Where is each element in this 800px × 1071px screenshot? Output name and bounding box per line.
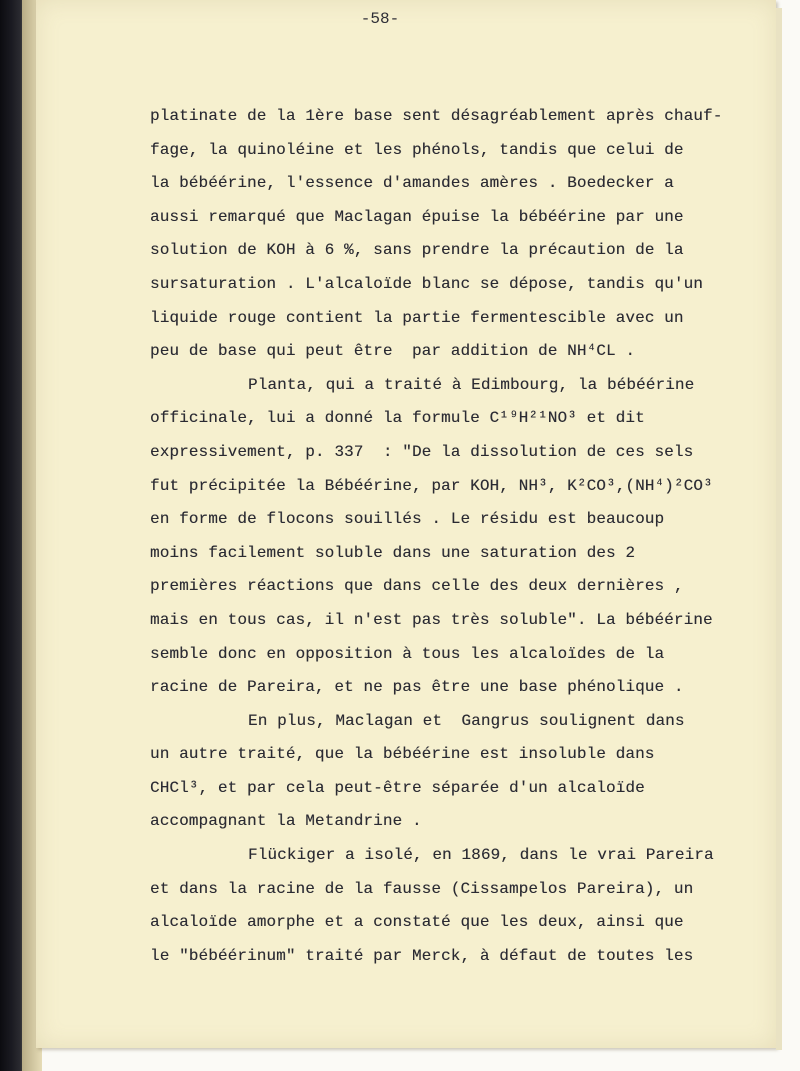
text-line: un autre traité, que la bébéérine est insoluble dans — [150, 745, 655, 764]
text-line: Planta, qui a traité à Edimbourg, la bébéérine — [248, 375, 695, 394]
text-line: le "bébéérinum" traité par Merck, à défaut de toutes les — [150, 946, 694, 965]
text-line: liquide rouge contient la partie fermentescible avec un — [150, 308, 684, 327]
text-line: Flückiger a isolé, en 1869, dans le vrai Pareira — [248, 846, 714, 865]
text-line: alcaloïde amorphe et a constaté que les deux, ainsi que — [150, 913, 684, 932]
text-line: peu de base qui peut être par addition de NH⁴CL . — [150, 342, 636, 361]
text-line: CHCl³, et par cela peut-être séparée d'un alcaloïde — [150, 778, 645, 797]
text-line: platinate de la 1ère base sent désagréablement après chauf- — [150, 107, 723, 125]
text-line: et dans la racine de la fausse (Cissampelos Pareira), un — [150, 879, 694, 898]
book-binding — [0, 0, 22, 1071]
text-line: racine de Pareira, et ne pas être une base phénolique . — [150, 678, 684, 697]
text-line: sursaturation . L'alcaloïde blanc se dépose, tandis qu'un — [150, 274, 703, 293]
text-line: expressivement, p. 337 : "De la dissolution de ces sels — [150, 442, 694, 461]
text-line: En plus, Maclagan et Gangrus soulignent dans — [248, 711, 685, 730]
sheet-right-edge — [776, 8, 782, 1050]
text-line: premières réactions que dans celle des deux dernières , — [150, 577, 684, 596]
text-line: officinale, lui a donné la formule C¹⁹H²¹NO³ et dit — [150, 409, 645, 428]
typewritten-text — [150, 100, 750, 973]
text-line: fut précipitée la Bébéérine, par KOH, NH³, K²CO³,(NH⁴)²CO³ — [150, 476, 713, 495]
page-number: -58- — [360, 10, 400, 28]
text-line: moins facilement soluble dans une saturation des 2 — [150, 543, 636, 562]
text-line: semble donc en opposition à tous les alcaloïdes de la — [150, 644, 665, 663]
text-line: la bébéérine, l'essence d'amandes amères . Boedecker a — [150, 174, 674, 193]
text-line: en forme de flocons souillés . Le résidu est beaucoup — [150, 510, 665, 529]
text-line: fage, la quinoléine et les phénols, tandis que celui de — [150, 140, 684, 159]
text-line: aussi remarqué que Maclagan épuise la bébéérine par une — [150, 207, 684, 226]
text-line: accompagnant la Metandrine . — [150, 812, 422, 831]
text-line: mais en tous cas, il n'est pas très soluble". La bébéérine — [150, 610, 713, 629]
text-line: solution de KOH à 6 %, sans prendre la précaution de la — [150, 241, 684, 260]
